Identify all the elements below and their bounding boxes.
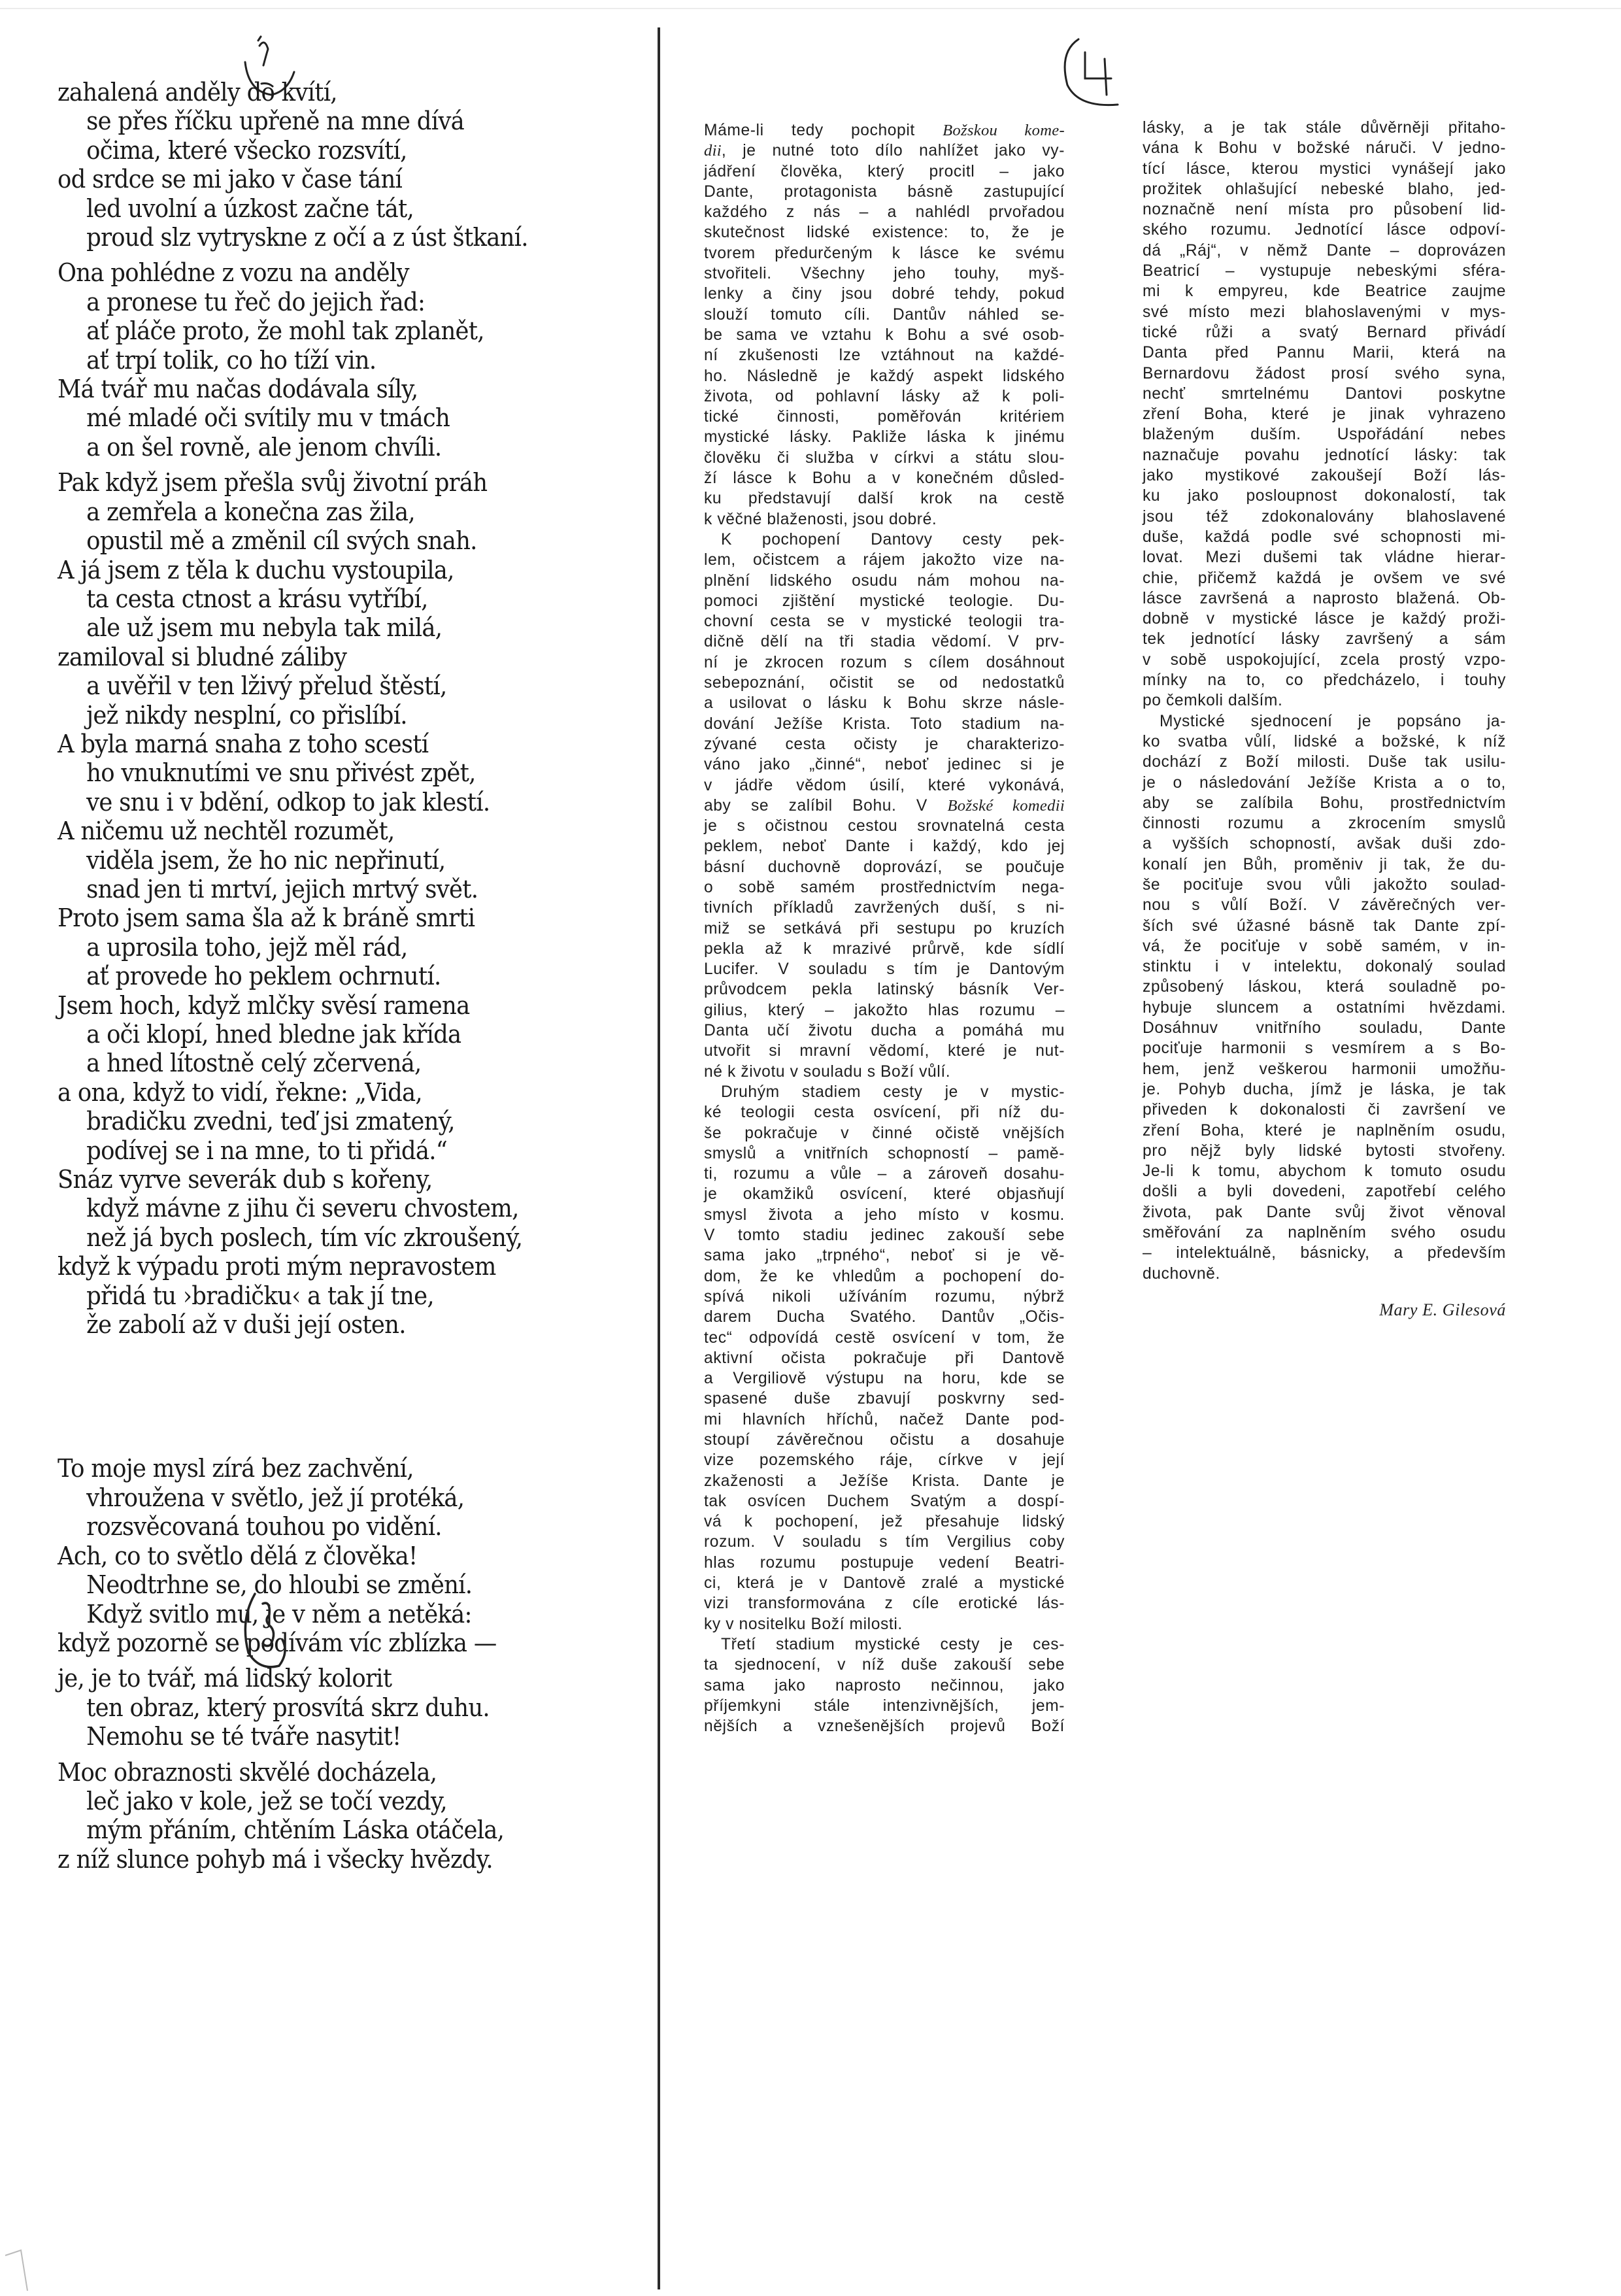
poem-line: Proto jsem sama šla až k bráně smrti	[58, 903, 475, 934]
essay-line: v sobě uspokojující, zcela prostý vzpo-	[1143, 650, 1506, 669]
essay-line: vizi transformována z cíle erotické lás-	[704, 1595, 1065, 1613]
essay-line: každého z nás – a nahlédl prvořadou	[704, 203, 1065, 222]
essay-line: stoupí závěrečnou očistu a dosahuje	[704, 1431, 1065, 1449]
essay-line: člověku či služba v církvi a státu slou-	[704, 448, 1065, 467]
essay-line: nějších a vznešenějších projevů Boží	[704, 1717, 1065, 1736]
essay-line: jádření člověka, který procitl – jako	[704, 162, 1065, 180]
essay-line: mi k empyreu, kde Beatrice zaujme	[1143, 282, 1506, 301]
essay-line: jako mystikové zakoušejí Boží lás-	[1143, 467, 1506, 485]
essay-line: ní zkušenosti lze vztáhnout na každé-	[704, 346, 1065, 365]
essay-line: lenky a činy jsou dobré tehdy, pokud	[704, 285, 1065, 303]
essay-line: ku představují další krok na cestě	[704, 490, 1065, 508]
page-mark-4-icon	[1049, 26, 1141, 118]
poem-line: ať trpí tolik, co ho tíží vin.	[86, 345, 376, 375]
poem-line: Jsem hoch, když mlčky svěsí ramena	[58, 990, 470, 1021]
essay-line: příjemkyni stále intenzivnějších, jem-	[704, 1697, 1065, 1715]
essay-line: peklem, neboť Dante i každý, kdo jej	[704, 837, 1065, 856]
essay-line: pekla až k mrazivé průrvě, kde sídlí	[704, 939, 1065, 958]
essay-line: slouží tomuto cíli. Dantův náhled se-	[704, 305, 1065, 324]
poem-line: ta cesta ctnost a krásu vytříbí,	[86, 584, 428, 614]
poem-line: rozsvěcovaná touhou po vidění.	[86, 1512, 442, 1542]
essay-line: – intelektuálně, básnicky, a především	[1143, 1244, 1506, 1262]
essay-line: duše, každá podle své schopnosti mi-	[1143, 528, 1506, 546]
poem-line: a ona, když to vidí, řekne: „Vida,	[58, 1077, 422, 1107]
poem-line: a hned lítostně celý zčervená,	[86, 1049, 422, 1079]
essay-line: ží lásce k Bohu a v konečném důsled-	[704, 469, 1065, 488]
essay-line: chie, přičemž každá je ovšem ve své	[1143, 569, 1506, 587]
poem-line: led uvolní a úzkost začne tát,	[86, 194, 414, 224]
essay-line: duchovně.	[1143, 1264, 1220, 1283]
essay-line: ku jako posloupnost dokonalostí, tak	[1143, 487, 1506, 505]
essay-line: ta sjednocení, v níž duše zakouší sebe	[704, 1656, 1065, 1674]
poem-line: ať pláče proto, že mohl tak zplanět,	[86, 316, 484, 346]
essay-line: tické růži a svatý Bernard přivádí	[1143, 323, 1506, 341]
essay-line: ho. Následně je každý aspekt lidského	[704, 367, 1065, 385]
essay-line: stvořiteli. Všechny jeho touhy, myš-	[704, 265, 1065, 283]
essay-line: Beatricí – vystupuje nebeskými sféra-	[1143, 262, 1506, 280]
essay-line: hybuje sluncem a ostatními hvězdami.	[1143, 998, 1506, 1017]
essay-line: a vyšších schopností, avšak duši zdo-	[1143, 835, 1506, 853]
essay-line: jsou též zdokonalovány blahoslavené	[1143, 507, 1506, 526]
essay-line: ky v nositelku Boží milosti.	[704, 1615, 903, 1633]
poem-line: ať provede ho peklem ochrnutí.	[86, 962, 441, 992]
essay-line: k věčné blaženosti, jsou dobré.	[704, 510, 937, 528]
poem-line: Nemohu se té tváře nasytit!	[86, 1722, 401, 1752]
essay-line: ci, která je v Dantově zralé a mystické	[704, 1574, 1065, 1593]
poem-part-2	[58, 78, 605, 1340]
poem-line: podívej se i na mne, to ti přidá.“	[86, 1136, 448, 1166]
essay-line: noznačně není místa pro působení lid-	[1143, 201, 1506, 219]
poem-line: z níž slunce pohyb má i všecky hvězdy.	[58, 1844, 493, 1874]
essay-line: ké teologii cesta osvícení, při níž du-	[704, 1104, 1065, 1122]
essay-line: dii, je nutné toto dílo nahlížet jako vy-	[704, 142, 1065, 160]
essay-line: vize pozemského ráje, církve v její	[704, 1451, 1065, 1470]
essay-line: mi hlavních hříchů, načež Dante pod-	[704, 1410, 1065, 1428]
essay-line: pro nějž byly lidské bytosti stvořeny.	[1143, 1141, 1506, 1160]
poem-line: a pronese tu řeč do jejich řad:	[86, 287, 426, 317]
essay-line: Danta učí životu ducha a pomáhá mu	[704, 1022, 1065, 1040]
poem-line: než já bych poslech, tím víc zkroušený,	[86, 1223, 523, 1253]
poem-line: Ona pohlédne z vozu na anděly	[58, 258, 409, 288]
essay-line: dování Ježíše Krista. Toto stadium na-	[704, 715, 1065, 733]
essay-line: sama jako naprosto nečinnou, jako	[704, 1676, 1065, 1695]
poem-line: Pak když jsem přešla svůj životní práh	[58, 468, 488, 498]
essay-line: pomoci zjištění mystické teologie. Du-	[704, 592, 1065, 610]
essay-line: tek jednotící lásky završený a sám	[1143, 630, 1506, 649]
poem-line: Moc obraznosti skvělé docházela,	[58, 1757, 437, 1787]
essay-line: dochází z Boží milosti. Duše tak usilu-	[1143, 753, 1506, 771]
poem-line: Neodtrhne se, do hloubi se změní.	[86, 1570, 473, 1600]
poem-line: Snáz vyrve severák dub s kořeny,	[58, 1165, 433, 1195]
essay-line: chovní cesta se v mystické teologii tra-	[704, 613, 1065, 631]
essay-line: dom, že ke vhledům a pochopení do-	[704, 1267, 1065, 1285]
poem-line: očima, které všecko rozsvítí,	[86, 135, 407, 165]
poem-line: a on šel rovně, ale jenom chvíli.	[86, 432, 442, 462]
essay-line: zření Boha, které je jinak vyhrazeno	[1143, 405, 1506, 424]
essay-line: Druhým stadiem cesty je v mystic-	[721, 1083, 1065, 1101]
essay-line: tec“ odpovídá cestě osvícení v tom, že	[704, 1328, 1065, 1347]
essay-line: spasené duše zbavují poskvrny sed-	[704, 1390, 1065, 1408]
essay-line: dá „Ráj“, v němž Dante – doprovázen	[1143, 241, 1506, 260]
essay-line: Lucifer. V souladu s tím je Dantovým	[704, 960, 1065, 979]
scan-edge	[0, 8, 1621, 9]
essay-line: Bernardovu žádost prosí svého syna,	[1143, 364, 1506, 382]
essay-line: tak osvícen Duchem Svatým a dospí-	[704, 1492, 1065, 1510]
poem-line: a zemřela a konečna zas žila,	[86, 497, 415, 527]
essay-line: nechť smrtelnému Dantovi poskytne	[1143, 384, 1506, 403]
essay-line: zkaženosti a Ježíše Krista. Dante je	[704, 1472, 1065, 1490]
essay-line: še pociťuje svou vůli jakožto soulad-	[1143, 875, 1506, 894]
essay-line: zření Boha, které je naplněním osudu,	[1143, 1121, 1506, 1140]
essay-line: vá k pochopení, jež přesahuje lidský	[704, 1513, 1065, 1531]
essay-line: váno jako „činné“, neboť jedinec si je	[704, 756, 1065, 774]
essay-line: ní je zkrocen rozum s cílem dosáhnout	[704, 653, 1065, 671]
poem-line: je, je to tvář, má lidský kolorit	[58, 1664, 392, 1694]
essay-line: sebepoznání, očistit se od nedostatků	[704, 674, 1065, 692]
poem-line: ve snu i v bdění, odkop to jak klestí.	[86, 787, 490, 817]
poem-column	[58, 78, 605, 1874]
essay-line: tvorem předurčeným k lásce ke svému	[704, 244, 1065, 262]
poem-line: když mávne z jihu či severu chvostem,	[86, 1194, 519, 1224]
essay-line: hlas rozumu postupuje vedení Beatri-	[704, 1553, 1065, 1572]
poem-line: mým přáním, chtěním Láska otáčela,	[86, 1815, 505, 1846]
essay-line: mínky na to, co předcházelo, i touhy	[1143, 671, 1506, 690]
essay-line: tící lásce, kterou mystici vynášejí jako	[1143, 160, 1506, 178]
poem-line: mé mladé oči svítily mu v tmách	[86, 403, 450, 433]
poem-line: A ničemu už nechtěl rozumět,	[58, 817, 395, 847]
essay-line: lásky, a je tak stále důvěrněji přitaho-	[1143, 119, 1506, 137]
essay-line: blaženým duším. Uspořádání nebes	[1143, 426, 1506, 444]
essay-line: darem Ducha Svatého. Dantův „Očis-	[704, 1308, 1065, 1326]
essay-line: rozum. V souladu s tím Vergilius coby	[704, 1533, 1065, 1551]
essay-line: lovat. Mezi dušemi tak vládne hierar-	[1143, 549, 1506, 567]
poem-line: a uvěřil v ten lživý přelud štěstí,	[86, 671, 447, 701]
essay-line: vána k Bohu v božské náruči. V jedno-	[1143, 139, 1506, 158]
essay-line: naznačuje povahu jednotící lásky: tak	[1143, 446, 1506, 464]
poem-line: a oči klopí, hned bledne jak křída	[86, 1020, 461, 1049]
essay-line: konalí jen Bůh, proměniv ji tak, že du-	[1143, 855, 1506, 873]
essay-line: mystické lásky. Pakliže láska k jinému	[704, 428, 1065, 447]
essay-line: života, pak Dante svůj život věnoval	[1143, 1203, 1506, 1221]
essay-line: spívá nikoli užíváním rozumu, nýbrž	[704, 1287, 1065, 1306]
essay-line: pociťuje harmonii s vesmírem a s Bo-	[1143, 1039, 1506, 1058]
essay-line: aby se zalíbila Bohu, prostřednictvím	[1143, 794, 1506, 812]
essay-line: Danta před Pannu Marii, která na	[1143, 344, 1506, 362]
author-signature: Mary E. Gilesová	[1379, 1300, 1506, 1319]
poem-line: leč jako v kole, jež se točí vezdy,	[86, 1786, 447, 1816]
essay-line: Máme-li tedy pochopit Božskou kome-	[704, 122, 1065, 139]
essay-line: lem, očistcem a rájem jakožto vize na-	[704, 551, 1065, 569]
poem-line: To moje mysl zírá bez zachvění,	[58, 1454, 414, 1484]
essay-line: ti, rozumu a vůle – a zároveň dosahu-	[704, 1165, 1065, 1183]
poem-line: Má tvář mu načas dodávala síly,	[58, 375, 418, 405]
poem-line: bradičku zvedni, teď jsi zmatený,	[86, 1107, 455, 1137]
essay-line: básní duchovně doprovází, se poučuje	[704, 858, 1065, 876]
poem-line: že zabolí až v duši její osten.	[86, 1310, 406, 1340]
poem-line: vhroužena v světlo, jež jí protéká,	[86, 1483, 465, 1513]
essay-line: prožitek ohlašující nebeské blaho, jed-	[1143, 180, 1506, 198]
poem-line: se přes říčku upřeně na mne dívá	[86, 107, 464, 137]
poem-line: ho vnuknutími ve snu přivést zpět,	[86, 758, 476, 788]
page-mark-3-icon	[237, 1574, 302, 1672]
essay-line: V tomto stadiu jedinec zakouší sebe	[704, 1226, 1065, 1245]
essay-line: lásce završená a naprosto blažená. Ob-	[1143, 589, 1506, 607]
essay-line: stinktu i v intelektu, dokonalý soulad	[1143, 958, 1506, 976]
essay-line: je okamžiků osvícení, které objasňují	[704, 1185, 1065, 1204]
poem-line: ten obraz, který prosvítá skrz duhu.	[86, 1693, 490, 1723]
essay-line: činnosti rozumu a zkrocením smyslů	[1143, 815, 1506, 833]
essay-right-column	[1143, 118, 1506, 1320]
poem-line: Když svitlo mu, je v něm a netěká:	[86, 1599, 472, 1629]
poem-line: zahalená anděly do kvítí,	[58, 78, 337, 107]
poem-line: když k výpadu proti mým nepravostem	[58, 1252, 496, 1282]
poem-line: ale už jsem mu nebyla tak milá,	[86, 613, 443, 643]
poem-line: A já jsem z těla k duchu vystoupila,	[58, 555, 454, 585]
essay-line: dičně dělí na tři stadia vědomí. V prv-	[704, 633, 1065, 651]
poem-line: opustil mě a změnil cíl svých snah.	[86, 526, 477, 556]
poem-part-3	[58, 1455, 605, 1874]
essay-line: be sama ve vztahu k Bohu a své osob-	[704, 326, 1065, 344]
essay-line: své místo mezi blahoslavenými v mys-	[1143, 303, 1506, 321]
essay-line: zývané cesta očisty je charakterizo-	[704, 735, 1065, 753]
essay-line: je. Pohyb ducha, jímž je láska, je tak	[1143, 1080, 1506, 1098]
column-divider	[658, 27, 660, 2289]
essay-line: směřování za naplněním svého osudu	[1143, 1224, 1506, 1242]
essay-line: a usilovat o lásku k Bohu skrze násle-	[704, 694, 1065, 713]
poem-line: když pozorně se podívám víc zblízka —	[58, 1628, 497, 1658]
poem-line: od srdce se mi jako v čase tání	[58, 165, 403, 195]
essay-line: průvodcem pekla latinský básník Ver-	[704, 981, 1065, 999]
essay-line: gilius, který – jakožto hlas rozumu –	[704, 1001, 1065, 1019]
poem-line: jež nikdy nesplní, co přislíbí.	[86, 700, 407, 730]
essay-line: sama jako „trpného“, neboť si je vě-	[704, 1247, 1065, 1265]
essay-line: Je-li k tomu, abychom k tomuto osudu	[1143, 1162, 1506, 1181]
essay-line: K pochopení Dantovy cesty pek-	[721, 530, 1065, 549]
essay-line: přiveden k dokonalosti či završení ve	[1143, 1101, 1506, 1119]
essay-line: smyslů a vnitřních schopností – pamě-	[704, 1144, 1065, 1162]
essay-line: skutečnost lidské existence: to, že je	[704, 224, 1065, 242]
essay-line: Dosáhnuv vnitřního souladu, Dante	[1143, 1019, 1506, 1038]
poem-line: snad jen ti mrtví, jejich mrtvý svět.	[86, 874, 478, 904]
essay-line: o sobě samém prostřednictvím nega-	[704, 878, 1065, 896]
poem-line: a uprosila toho, jejž měl rád,	[86, 932, 408, 962]
poem-line: viděla jsem, že ho nic nepřinutí,	[86, 845, 446, 875]
essay-line: še pokračuje v činné očistě vnějších	[704, 1124, 1065, 1142]
essay-line: po čemkoli dalším.	[1143, 692, 1283, 710]
essay-line: způsobený láskou, která souladně po-	[1143, 978, 1506, 996]
poem-line: přidá tu ›bradičku‹ a tak jí tne,	[86, 1281, 434, 1311]
essay-line: nou s vůlí Boží. V závěrečných ver-	[1143, 896, 1506, 915]
essay-line: došli a byli dovedeni, zapotřebí celého	[1143, 1183, 1506, 1201]
essay-line: ského rozumu. Jednotící lásce odpoví-	[1143, 221, 1506, 239]
essay-line: Dante, protagonista básně zastupující	[704, 182, 1065, 201]
essay-line: tivních příkladů zavržených duší, s ni-	[704, 899, 1065, 917]
essay-line: je o následování Ježíše Krista a o to,	[1143, 773, 1506, 792]
essay-line: v jádře vědom úsilí, které vykonává,	[704, 776, 1065, 794]
essay-middle-column	[704, 120, 1065, 1736]
essay-line: je s očistnou cestou srovnatelná cesta	[704, 817, 1065, 836]
essay-line: života, od pohlavní lásky až k poli-	[704, 387, 1065, 405]
essay-line: vá, že pociťuje v sobě samém, v in-	[1143, 937, 1506, 955]
poem-line: zamiloval si bludné záliby	[58, 642, 347, 672]
essay-line: utvořit si mravní vědomí, které je nut-	[704, 1042, 1065, 1060]
essay-line: plnění lidského osudu nám mohou na-	[704, 571, 1065, 590]
poem-line: Ach, co to světlo dělá z člověka!	[58, 1541, 418, 1571]
essay-line: tické činnosti, poměřován kritériem	[704, 408, 1065, 426]
essay-line: aby se zalíbil Bohu. V Božské komedii	[704, 796, 1065, 815]
poem-line: A byla marná snaha z toho scestí	[58, 729, 429, 759]
essay-line: smysl života a jeho místo v kosmu.	[704, 1206, 1065, 1224]
essay-line: Mystické sjednocení je popsáno ja-	[1160, 712, 1506, 730]
essay-line: né k životu v souladu s Boží vůlí.	[704, 1062, 951, 1081]
essay-line: Třetí stadium mystické cesty je ces-	[721, 1635, 1065, 1653]
essay-line: dobně v mystické lásce je každý proži-	[1143, 610, 1506, 628]
scan-corner-mark	[4, 2249, 30, 2293]
essay-line: miž se setkává při sestupu po kruzích	[704, 919, 1065, 937]
essay-line: aktivní očista pokračuje při Dantově	[704, 1349, 1065, 1367]
poem-line: proud slz vytryskne z očí a z úst štkaní.	[86, 223, 528, 253]
essay-line: hem, jenž veškerou harmonii umožňu-	[1143, 1060, 1506, 1078]
essay-line: ko svatba vůlí, lidské a božské, k níž	[1143, 732, 1506, 751]
essay-line: a Vergiliově výstupu na horu, kde se	[704, 1370, 1065, 1388]
essay-line: ších své úžasné básně tak Dante zpí-	[1143, 917, 1506, 935]
